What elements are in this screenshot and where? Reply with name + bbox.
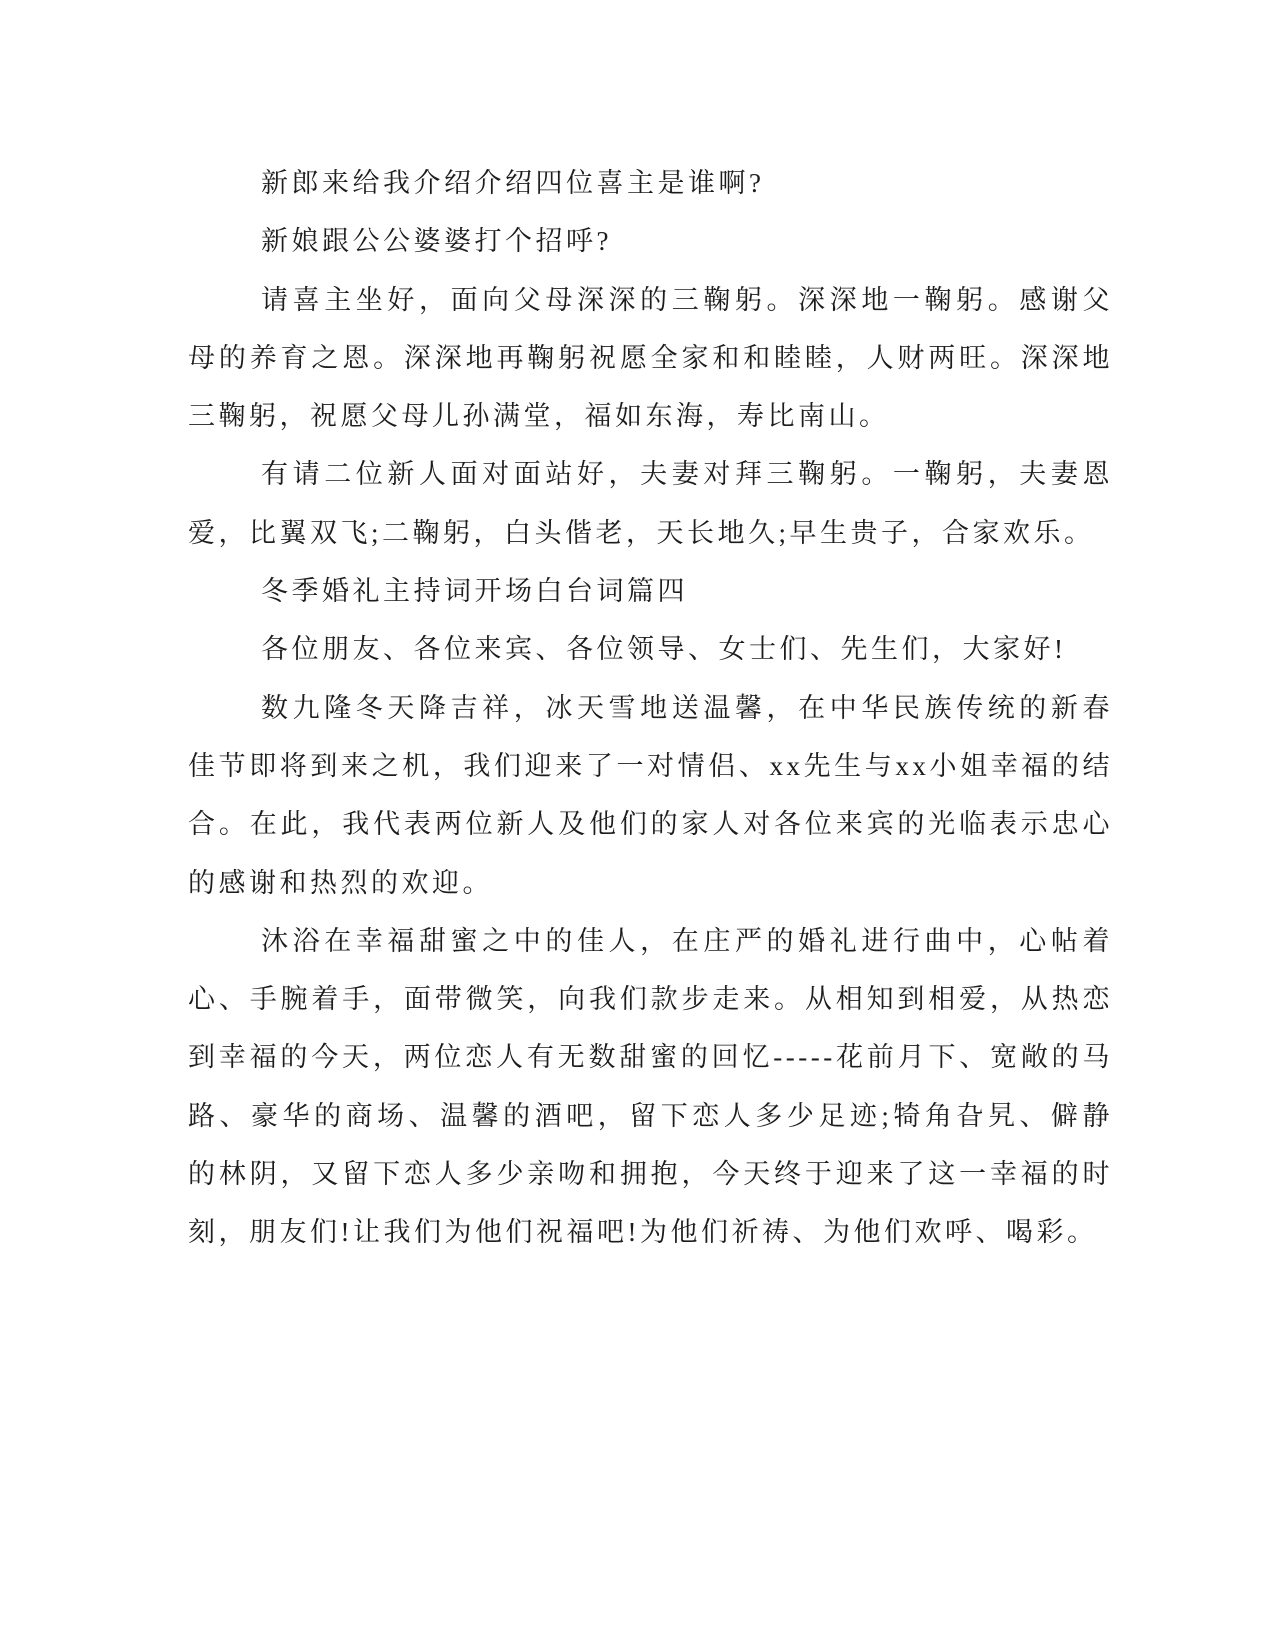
paragraph-couple-entrance-blessing: 沐浴在幸福甜蜜之中的佳人，在庄严的婚礼进行曲中，心帖着心、手腕着手，面带微笑，向我们款步走来。从相知到相爱，从热恋到幸福的今天，两位恋人有无数甜蜜的回忆-----花前月下、宽敞的马路、豪华的商场、温馨的酒吧，留下恋人多少足迹;犄角旮旯、僻静的林阴，又留下恋人多少亲吻和拥抱，今天终于迎来了这一幸福的时刻，朋友们!让我们为他们祝福吧!为他们祈祷、为他们欢呼、喝彩。 — [188, 925, 1113, 1248]
paragraph-winter-opening-welcome: 数九隆冬天降吉祥，冰天雪地送温馨，在中华民族传统的新春佳节即将到来之机，我们迎来了一对情侣、xx先生与xx小姐幸福的结合。在此，我代表两位新人及他们的家人对各位来宾的光临表示忠心的感谢和热烈的欢迎。 — [188, 692, 1113, 898]
paragraph-bride-greet-inlaws: 新娘跟公公婆婆打个招呼? — [261, 226, 612, 257]
paragraph-groom-introduce-hosts: 新郎来给我介绍介绍四位喜主是谁啊? — [261, 168, 765, 198]
section-heading-part-four: 冬季婚礼主持词开场白台词篇四 — [261, 576, 688, 607]
document-body — [188, 154, 1113, 1262]
paragraph-audience-greeting: 各位朋友、各位来宾、各位领导、女士们、先生们，大家好! — [261, 634, 1067, 665]
paragraph-three-bows-to-parents: 请喜主坐好，面向父母深深的三鞠躬。深深地一鞠躬。感谢父母的养育之恩。深深地再鞠躬祝愿全家和和睦睦，人财两旺。深深地三鞠躬，祝愿父母儿孙满堂，福如东海，寿比南山。 — [188, 284, 1113, 432]
paragraph-couple-mutual-bows: 有请二位新人面对面站好，夫妻对拜三鞠躬。一鞠躬，夫妻恩爱，比翼双飞;二鞠躬，白头偕老，天长地久;早生贵子，合家欢乐。 — [188, 459, 1113, 548]
